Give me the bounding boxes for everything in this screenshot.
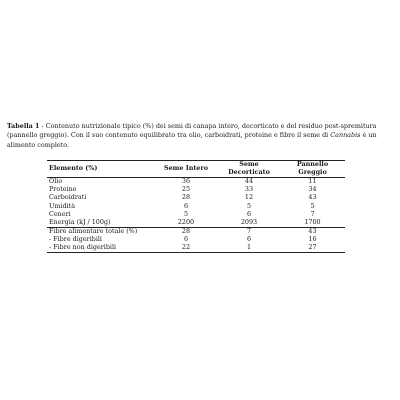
cell-value: 22 — [154, 244, 218, 253]
cell-value: 7 — [310, 209, 315, 218]
cell-value: 33 — [244, 185, 254, 194]
nutrition-table — [47, 160, 345, 253]
cell-value: 1 — [218, 244, 280, 253]
table-row — [47, 177, 345, 186]
caption-text-2: è un alimento completo. — [7, 131, 377, 149]
table-row — [47, 186, 345, 194]
caption-text-1: - Contenuto nutrizionale tipico (%) dei semi di canapa intero, decorticato e del residuo post-spremitura (pannello greggio). Con il suo contenuto equilibrato tra olio, carboidrati, proteine e fibre il seme di — [7, 122, 377, 140]
row-label: Umidità — [49, 201, 76, 210]
cell-value: 1700 — [280, 219, 345, 228]
cell-value: 43 — [308, 227, 317, 236]
cell-value: 44 — [244, 176, 254, 185]
table-caption — [7, 122, 393, 150]
cell-value: 12 — [244, 193, 254, 202]
table-row — [47, 194, 345, 202]
table-header-row — [47, 161, 345, 178]
row-label: Fibre alimentare totale (%) — [49, 227, 138, 236]
cell-value: 36 — [181, 176, 191, 185]
row-label: - Fibre non digeribili — [47, 244, 154, 253]
row-label: Olio — [49, 176, 63, 185]
header-element: Elemento (%) — [47, 161, 154, 178]
row-label: Ceneri — [49, 209, 71, 218]
cell-value: 43 — [308, 193, 317, 202]
cell-value: 5 — [246, 201, 252, 210]
cell-value: 6 — [183, 235, 189, 244]
caption-label: Tabella 1 — [7, 122, 40, 130]
cell-value: 2093 — [218, 219, 280, 228]
header-pannello-greggio: Pannello Greggio — [280, 161, 345, 178]
cell-value: 34 — [308, 185, 317, 194]
cell-value: 16 — [308, 235, 317, 244]
table-row — [47, 244, 345, 253]
table-row — [47, 202, 345, 210]
cell-value: 6 — [183, 201, 189, 210]
cell-value: 28 — [181, 193, 191, 202]
cell-value: 6 — [246, 209, 252, 218]
header-seme-intero: Seme Intero — [154, 161, 218, 178]
row-label: Carboidrati — [49, 193, 87, 202]
header-seme-decorticato: Seme Decorticato — [218, 161, 280, 178]
cell-value: 6 — [246, 235, 252, 244]
cell-value: 2200 — [154, 219, 218, 228]
table-row — [47, 219, 345, 228]
cell-value: 27 — [280, 244, 345, 253]
cell-value: 28 — [181, 227, 191, 236]
cell-value: 5 — [310, 201, 315, 210]
row-label: Energia (kJ / 100g) — [47, 219, 154, 228]
cell-value: 25 — [181, 185, 191, 194]
row-label: - Fibre digeribili — [49, 235, 102, 244]
cell-value: 5 — [183, 209, 189, 218]
caption-italic-word: Cannabis — [330, 131, 361, 140]
cell-value: 7 — [246, 227, 252, 236]
cell-value: 11 — [308, 176, 317, 185]
row-label: Proteine — [49, 185, 77, 194]
